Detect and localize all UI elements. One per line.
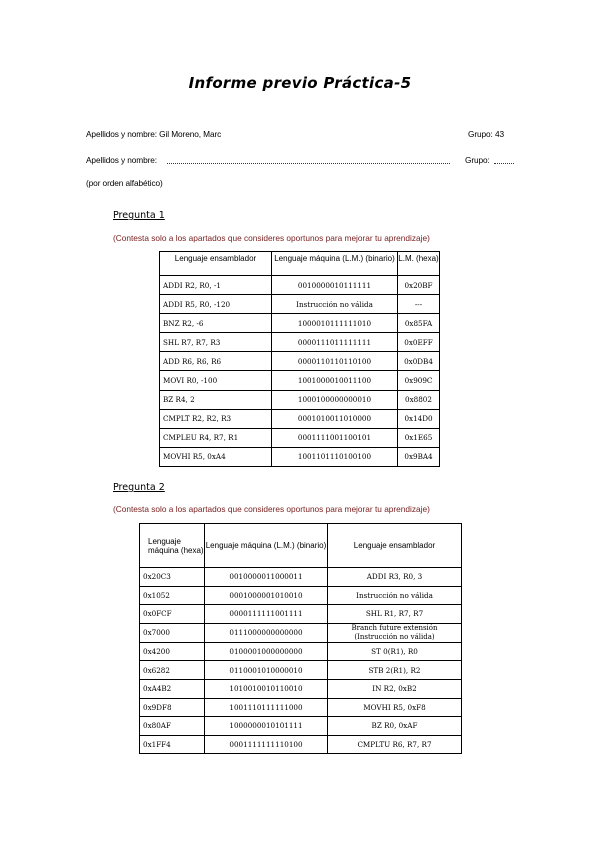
table-cell: 0x80AF <box>140 717 205 736</box>
table-cell: BZ R0, 0xAF <box>328 717 462 736</box>
table-cell: 1001101110100100 <box>272 447 398 466</box>
table-cell: 0x9BA4 <box>398 447 440 466</box>
table-cell: 0010000011000011 <box>205 568 328 587</box>
table-row <box>160 409 440 428</box>
table-cell: MOVI R0, -100 <box>160 371 272 390</box>
table-cell: 0100001000000000 <box>205 642 328 661</box>
table-cell <box>328 623 462 642</box>
table-row <box>140 679 462 698</box>
table-cell: 0x14D0 <box>398 409 440 428</box>
table-row <box>140 735 462 754</box>
table-cell: 0x0DB4 <box>398 352 440 371</box>
question-1-note: (Contesta solo a los apartados que consideres oportunos para mejorar tu aprendizaje) <box>113 233 430 243</box>
table-cell: ADD R6, R6, R6 <box>160 352 272 371</box>
table-row <box>140 698 462 717</box>
table-cell: 0x0EFF <box>398 333 440 352</box>
table-row <box>160 295 440 314</box>
question-1-table <box>159 251 440 467</box>
question-2-heading: Pregunta 2 <box>113 482 165 493</box>
table-row <box>140 623 462 642</box>
table-cell: CMPLEU R4, R7, R1 <box>160 428 272 447</box>
table-row <box>160 276 440 295</box>
col-header-hex: L.M. (hexa) <box>398 252 440 276</box>
table-cell: IN R2, 0xB2 <box>328 679 462 698</box>
group-2-blank <box>494 157 514 164</box>
table-cell: SHL R1, R7, R7 <box>328 605 462 624</box>
table-cell: 1001000010011100 <box>272 371 398 390</box>
table-cell: STB 2(R1), R2 <box>328 661 462 680</box>
question-2-table <box>139 523 462 754</box>
table-cell: CMPLTU R6, R7, R7 <box>328 735 462 754</box>
table-cell: BZ R4, 2 <box>160 390 272 409</box>
table-header-row <box>160 252 440 276</box>
table-cell: 1000010111111010 <box>272 314 398 333</box>
table-cell: 0001111111110100 <box>205 735 328 754</box>
table-cell: 0x6282 <box>140 661 205 680</box>
table-row <box>160 333 440 352</box>
table-cell: 0x1E65 <box>398 428 440 447</box>
table-row <box>140 586 462 605</box>
table-cell: 0001010011010000 <box>272 409 398 428</box>
table-cell: 1010010010110010 <box>205 679 328 698</box>
table-cell: 1001110111111000 <box>205 698 328 717</box>
table-cell: 0xA4B2 <box>140 679 205 698</box>
table-cell: 0x20BF <box>398 276 440 295</box>
page-title: Informe previo Práctica-5 <box>188 74 412 92</box>
table-row <box>140 642 462 661</box>
table-cell: 1000100000000010 <box>272 390 398 409</box>
table-cell: CMPLT R2, R2, R3 <box>160 409 272 428</box>
table-cell: 0001000001010010 <box>205 586 328 605</box>
table-cell: 0010000010111111 <box>272 276 398 295</box>
table-cell: 0x7000 <box>140 623 205 642</box>
table-cell: 0x20C3 <box>140 568 205 587</box>
table-cell: 0000111111001111 <box>205 605 328 624</box>
table-row <box>140 661 462 680</box>
table-row <box>160 428 440 447</box>
table-cell: 0x8802 <box>398 390 440 409</box>
table-cell: ADDI R5, R0, -120 <box>160 295 272 314</box>
table-row <box>160 352 440 371</box>
group-1: Grupo: 43 <box>468 129 504 139</box>
table-cell: ADDI R3, R0, 3 <box>328 568 462 587</box>
question-1-heading: Pregunta 1 <box>113 210 165 221</box>
table-cell: BNZ R2, -6 <box>160 314 272 333</box>
table-cell: 0x1052 <box>140 586 205 605</box>
col-header-binary: Lenguaje máquina (L.M.) (binario) <box>205 524 328 568</box>
table-cell: 0001111001100101 <box>272 428 398 447</box>
table-cell: 1000000010101111 <box>205 717 328 736</box>
table-cell: 0111000000000000 <box>205 623 328 642</box>
table-cell: Instrucción no válida <box>272 295 398 314</box>
table-row <box>140 605 462 624</box>
table-cell: 0x9DF8 <box>140 698 205 717</box>
table-header-row <box>140 524 462 568</box>
table-cell: --- <box>398 295 440 314</box>
cell-line: Branch future extensión <box>351 623 438 632</box>
table-cell: 0000111011111111 <box>272 333 398 352</box>
table-row <box>140 717 462 736</box>
group-2-label: Grupo: <box>465 155 490 165</box>
table-cell: 0x1FF4 <box>140 735 205 754</box>
table-cell: 0x85FA <box>398 314 440 333</box>
table-cell: 0000110110110100 <box>272 352 398 371</box>
table-cell: ADDI R2, R0, -1 <box>160 276 272 295</box>
table-cell: SHL R7, R7, R3 <box>160 333 272 352</box>
table-cell: 0x4200 <box>140 642 205 661</box>
student-name-2-blank <box>167 157 450 164</box>
col-header-assembler: Lenguaje ensamblador <box>328 524 462 568</box>
table-cell: ST 0(R1), R0 <box>328 642 462 661</box>
table-cell: MOVHI R5, 0xF8 <box>328 698 462 717</box>
question-2-note: (Contesta solo a los apartados que consideres oportunos para mejorar tu aprendizaje) <box>113 504 430 514</box>
table-cell: MOVHI R5, 0xA4 <box>160 447 272 466</box>
cell-line: (Instrucción no válida) <box>354 632 435 641</box>
table-cell: Instrucción no válida <box>328 586 462 605</box>
col-header-binary: Lenguaje máquina (L.M.) (binario) <box>272 252 398 276</box>
table-cell: 0x909C <box>398 371 440 390</box>
table-cell: 0110001010000010 <box>205 661 328 680</box>
student-name-1: Apellidos y nombre: Gil Moreno, Marc <box>86 129 222 139</box>
table-row <box>160 371 440 390</box>
col-header-assembler: Lenguaje ensamblador <box>160 252 272 276</box>
table-row <box>140 568 462 587</box>
table-row <box>160 447 440 466</box>
table-cell: 0x0FCF <box>140 605 205 624</box>
student-name-2-label: Apellidos y nombre: <box>86 155 157 165</box>
order-note: (por orden alfabético) <box>86 178 163 188</box>
table-row <box>160 314 440 333</box>
table-row <box>160 390 440 409</box>
col-header-hex: Lenguaje máquina (hexa) <box>140 524 205 568</box>
